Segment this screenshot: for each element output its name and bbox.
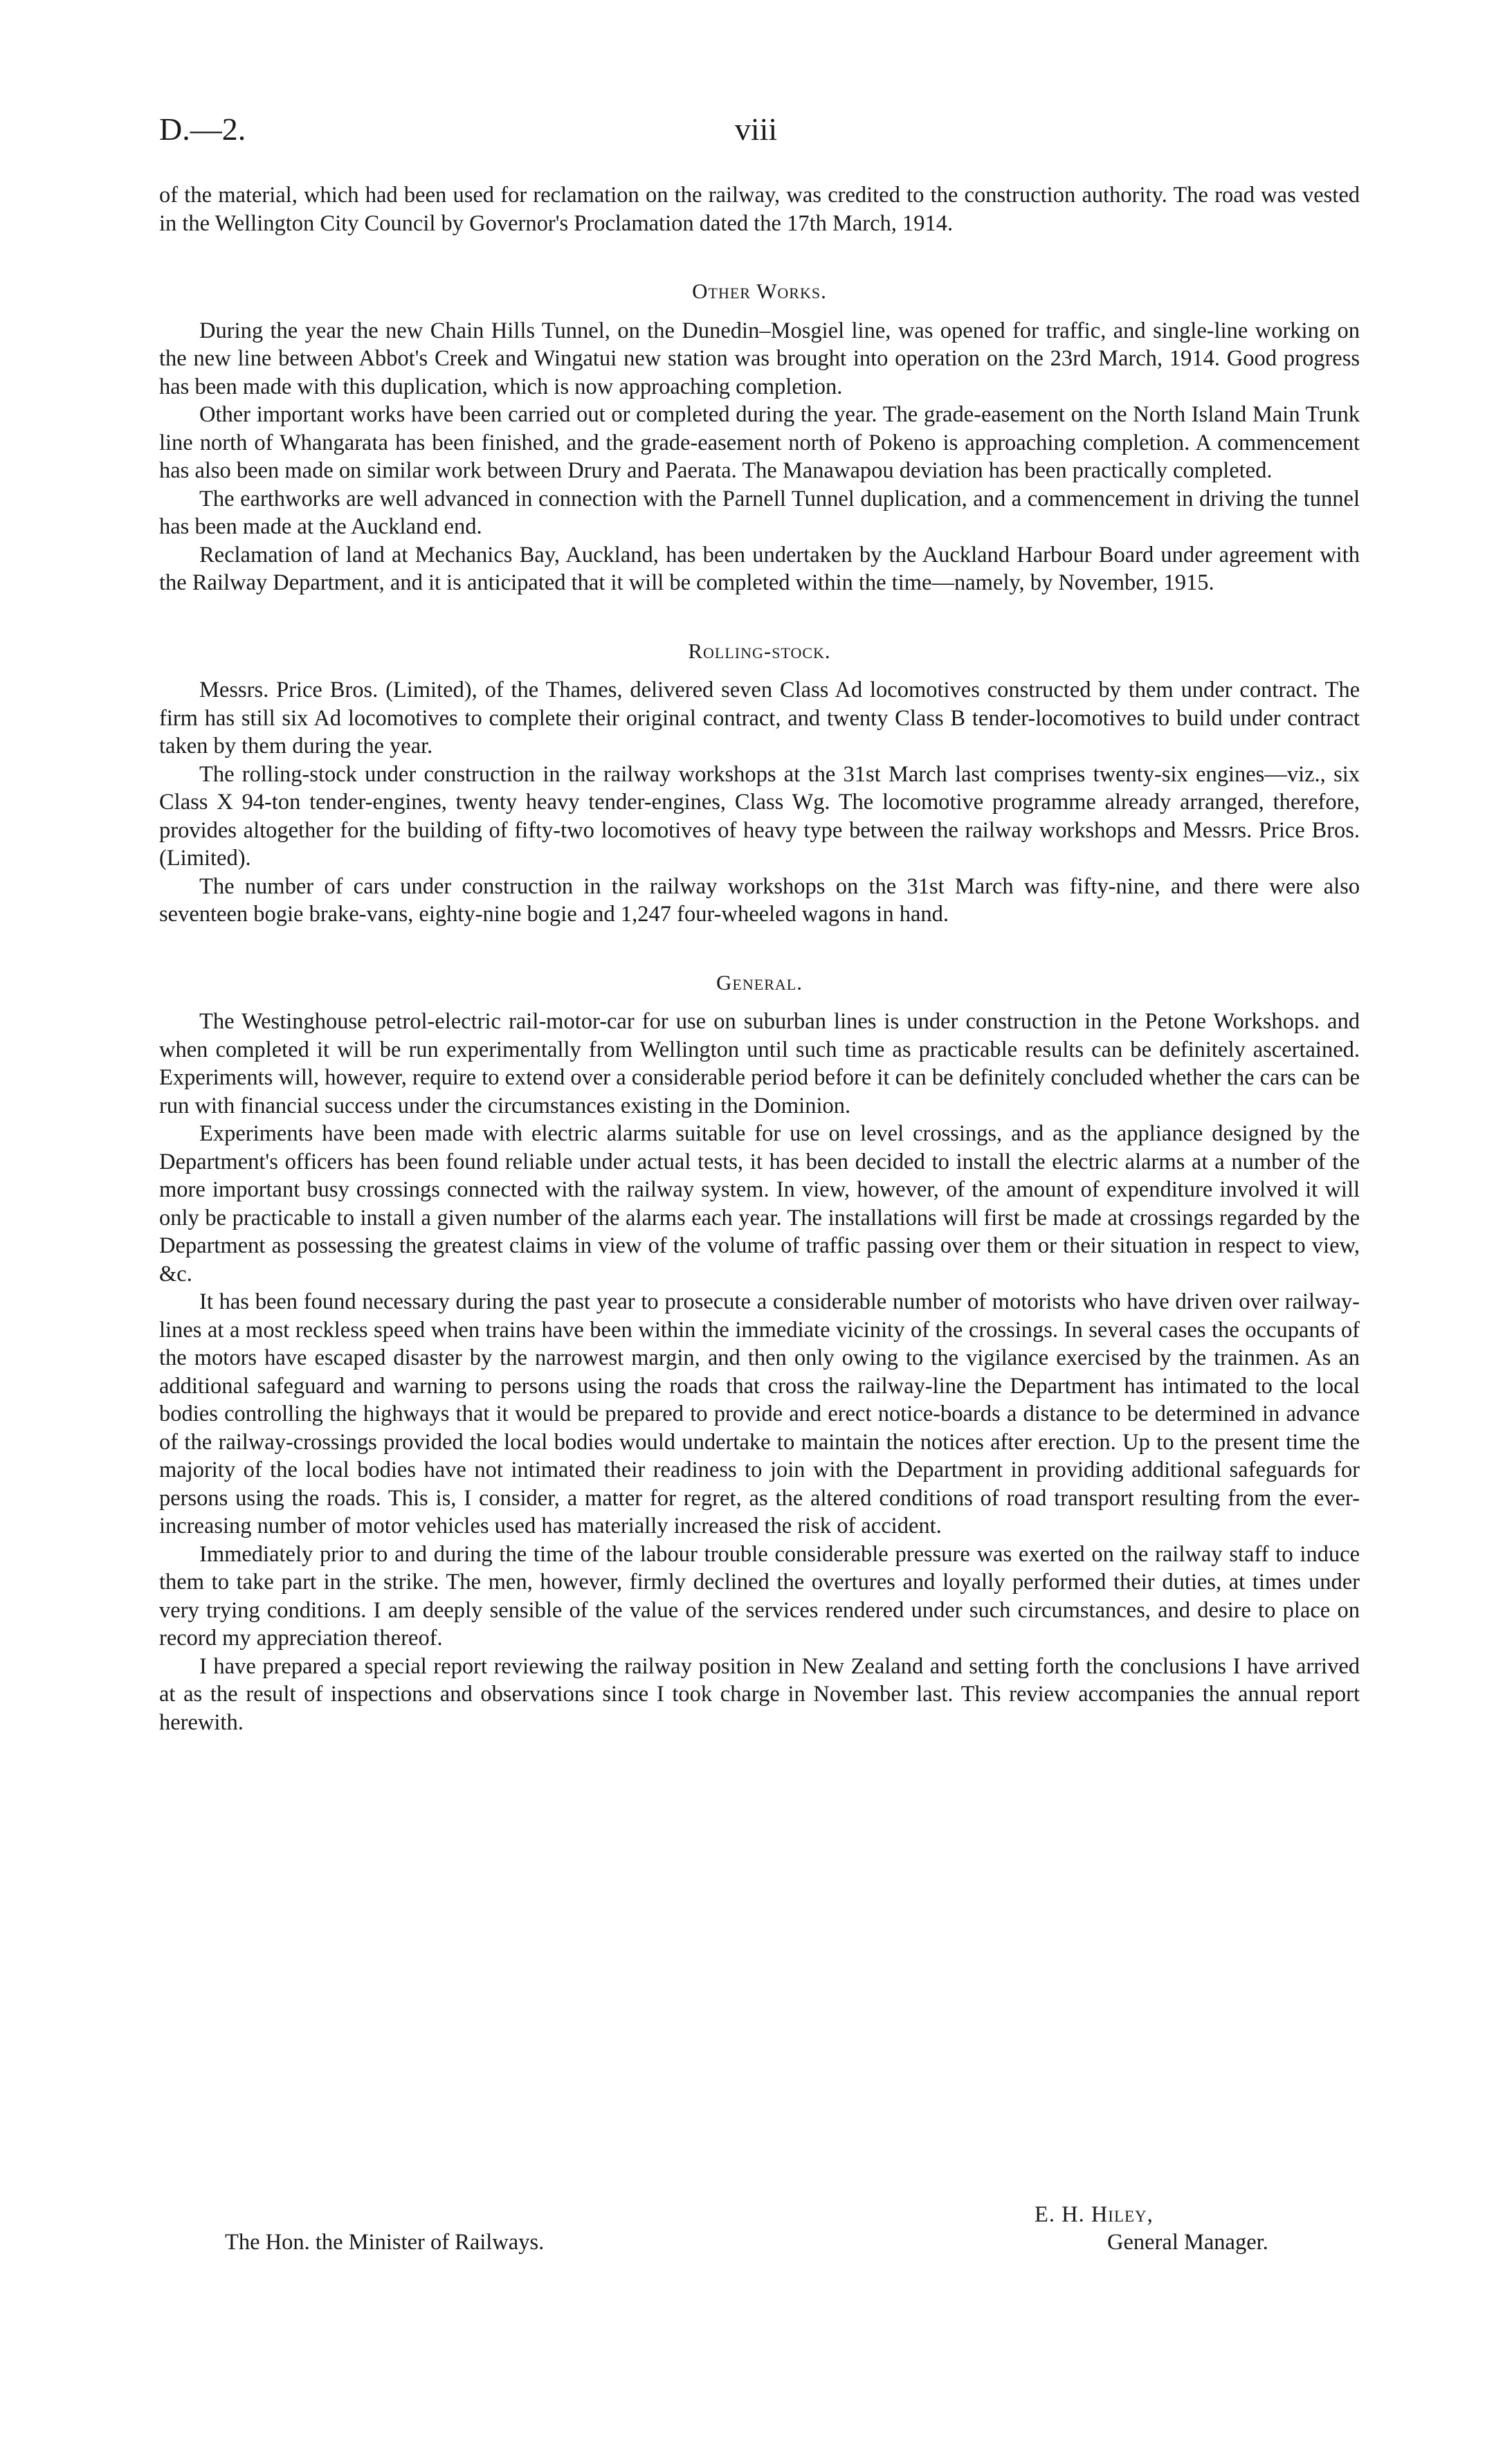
paragraph: The Westinghouse petrol-electric rail-motor-car for use on suburban lines is under construction in the Petone Workshops. and when completed it will be run experimentally from Wellington until such time as practicable results can be definitely ascertained. Experiments will, however, require to extend over a considerable period before it can be definitely concluded whether the cars can be run with financial success under the circumstances existing in the Dominion. (159, 1009, 1360, 1118)
document-reference: D.—2. (159, 111, 246, 147)
page-number: viii (734, 111, 778, 147)
paragraph: The earthworks are well advanced in connection with the Parnell Tunnel duplication, and a commencement in driving the tunnel has been made at the Auckland end. (159, 486, 1360, 539)
document-body (159, 181, 1360, 1736)
paragraph: During the year the new Chain Hills Tunnel, on the Dunedin–Mosgiel line, was opened for traffic, and single-line working on the new line between Abbot's Creek and Wingatui new station was brought into operation on the 23rd March, 1914. Good progress has been made with this duplication, which is now approaching completion. (159, 318, 1360, 399)
intro-paragraph: of the material, which had been used for reclamation on the railway, was credited to the construction authority. The road was vested in the Wellington City Council by Governor's Proclamation dated the 17th March, 1914. (159, 183, 1360, 236)
paragraph: Reclamation of land at Mechanics Bay, Auckland, has been undertaken by the Auckland Harbour Board under agreement with the Railway Department, and it is anticipated that it will be completed within the time—namely, by November, 1915. (159, 542, 1360, 595)
paragraph: The rolling-stock under construction in the railway workshops at the 31st March last comprises twenty-six engines—viz., six Class X 94-ton tender-engines, twenty heavy tender-engines, Class Wg. The locomotive programme already arranged, therefore, provides altogether for the building of fifty-two locomotives of heavy type between the railway workshops and Messrs. Price Bros. (Limited). (159, 761, 1360, 871)
page-header (159, 111, 1353, 159)
section-heading-other-works: Other Works. (692, 279, 827, 303)
section-heading-general: General. (716, 970, 803, 995)
section-heading-rolling-stock: Rolling-stock. (688, 638, 831, 663)
signature-block (159, 2201, 1360, 2277)
paragraph: The number of cars under construction in the railway workshops on the 31st March was fifty-nine, and there were also seventeen bogie brake-vans, eighty-nine bogie and 1,247 four-wheeled wagons in hand. (159, 873, 1360, 927)
paragraph: I have prepared a special report reviewing the railway position in New Zealand and setting forth the conclusions I have arrived at as the result of inspections and observations since I took charge in November last. This review accompanies the annual report herewith. (159, 1653, 1360, 1735)
paragraph: Other important works have been carried out or completed during the year. The grade-easement on the North Island Main Trunk line north of Whangarata has been finished, and the grade-easement north of Pokeno is approaching completion. A commencement has also been made on similar work between Drury and Paerata. The Manawapou deviation has been practically completed. (159, 402, 1360, 483)
paragraph: Immediately prior to and during the time of the labour trouble considerable pressure was exerted on the railway staff to induce them to take part in the strike. The men, however, firmly declined the overtures and loyally performed their duties, at times under very trying conditions. I am deeply sensible of the value of the services rendered under such circumstances, and desire to place on record my appreciation thereof. (159, 1541, 1360, 1651)
paragraph: It has been found necessary during the past year to prosecute a considerable number of motorists who have driven over railway-lines at a most reckless speed when trains have been within the immediate vicinity of the crossings. In several cases the occupants of the motors have escaped disaster by the narrowest margin, and then only owing to the vigilance exercised by the trainmen. As an additional safeguard and warning to persons using the roads that cross the railway-line the Department has intimated to the local bodies controlling the highways that it would be prepared to provide and erect notice-boards a distance to be determined in advance of the railway-crossings provided the local bodies would undertake to maintain the notices after erection. Up to the present time the majority of the local bodies have not intimated their readiness to join with the Department in providing additional safeguards for persons using the roads. This is, I consider, a matter for regret, as the altered conditions of road transport resulting from the ever-increasing number of motor vehicles used has materially increased the risk of accident. (159, 1289, 1360, 1538)
signatory-name: E. H. Hiley, (1035, 2202, 1154, 2227)
paragraph: Messrs. Price Bros. (Limited), of the Thames, delivered seven Class Ad locomotives constructed by them under contract. The firm has still six Ad locomotives to complete their original contract, and twenty Class B tender-locomotives to build under contract taken by them during the year. (159, 678, 1360, 759)
addressee: The Hon. the Minister of Railways. (225, 2230, 545, 2255)
paragraph: Experiments have been made with electric alarms suitable for use on level crossings, and as the appliance designed by the Department's officers has been found reliable under actual tests, it has been decided to install the electric alarms at a number of the more important busy crossings connected with the railway system. In view, however, of the amount of expenditure involved it will only be practicable to install a given number of the alarms each year. The installations will first be made at crossings regarded by the Department as possessing the greatest claims in view of the volume of traffic passing over them or their situation in respect to view, &c. (159, 1121, 1360, 1287)
signatory-title: General Manager. (1107, 2230, 1268, 2255)
